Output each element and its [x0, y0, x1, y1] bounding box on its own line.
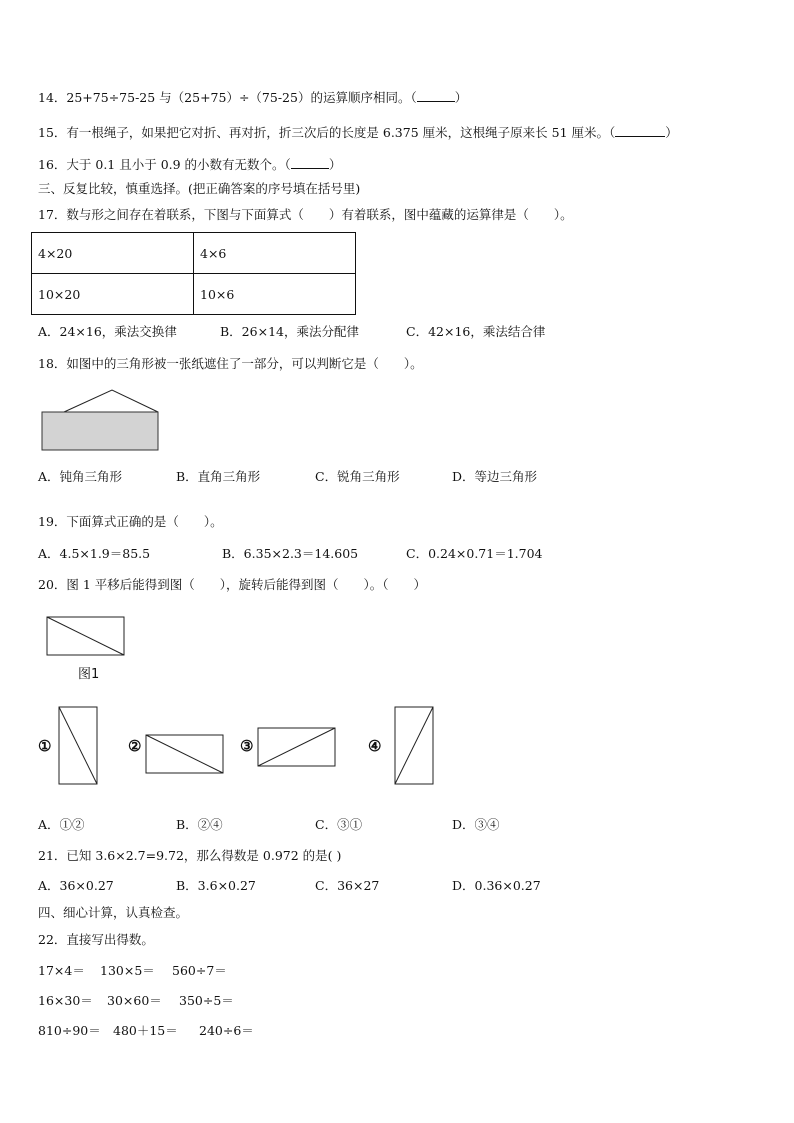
answer-blank[interactable] — [417, 89, 455, 102]
table-cell: 4×20 — [32, 233, 194, 274]
figure-label-2: ② — [128, 737, 142, 755]
question-14: 14．25+75÷75-25 与（25+75）÷（75-25）的运算顺序相同。（ ） — [38, 90, 468, 105]
answer-blank[interactable] — [615, 124, 665, 137]
question-17-text: 17．数与形之间存在着联系，下图与下面算式（ ）有着联系，图中蕴藏的运算律是（ ）。 — [38, 207, 573, 222]
table-cell: 4×6 — [194, 233, 356, 274]
calc-item: 480＋15＝ — [113, 1023, 178, 1038]
figure-label-1: ① — [38, 737, 52, 755]
q17-option-c[interactable]: C．42×16，乘法结合律 — [406, 324, 546, 339]
q19-option-a[interactable]: A．4.5×1.9＝85.5 — [38, 546, 151, 561]
q19-option-b[interactable]: B．6.35×2.3＝14.605 — [222, 546, 359, 561]
question-16-text: 16．大于 0.1 且小于 0.9 的小数有无数个。（ — [38, 157, 291, 172]
q20-option-b[interactable]: B．②④ — [176, 817, 223, 832]
figure-1-caption: 图1 — [78, 667, 100, 682]
section-3-heading: 三、反复比较，慎重选择。(把正确答案的序号填在括号里) — [38, 181, 361, 196]
figure-option-2 — [145, 734, 225, 776]
question-22-text: 22．直接写出得数。 — [38, 932, 154, 947]
q21-option-b[interactable]: B．3.6×0.27 — [176, 878, 256, 893]
calc-item: 30×60＝ — [107, 993, 162, 1008]
question-15-text: 15．有一根绳子，如果把它对折、再对折，折三次后的长度是 6.375 厘米，这根绳子原来长 51 厘米。（ — [38, 125, 616, 140]
question-16: 16．大于 0.1 且小于 0.9 的小数有无数个。（ ） — [38, 157, 342, 172]
calc-item: 810÷90＝ — [38, 1023, 101, 1038]
section-4-heading: 四、细心计算，认真检查。 — [38, 905, 189, 920]
q20-option-d[interactable]: D．③④ — [452, 817, 500, 832]
triangle-top — [64, 390, 158, 412]
figure-option-3 — [257, 727, 337, 769]
question-19-text: 19．下面算式正确的是（ ）。 — [38, 514, 223, 529]
calc-item: 560÷7＝ — [172, 963, 227, 978]
question-21-text: 21．已知 3.6×2.7=9.72，那么得数是 0.972 的是( ) — [38, 848, 342, 863]
question-14-text: 14．25+75÷75-25 与（25+75）÷（75-25）的运算顺序相同。（ — [38, 90, 417, 105]
calc-item: 130×5＝ — [100, 963, 155, 978]
q21-option-d[interactable]: D．0.36×0.27 — [452, 878, 541, 893]
q18-option-d[interactable]: D．等边三角形 — [452, 469, 538, 484]
q18-option-c[interactable]: C．锐角三角形 — [315, 469, 400, 484]
figure-option-1 — [58, 706, 100, 786]
q21-option-a[interactable]: A．36×0.27 — [38, 878, 114, 893]
calc-item: 17×4＝ — [38, 963, 85, 978]
hidden-triangle-figure — [40, 388, 162, 454]
table-cell: 10×20 — [32, 274, 194, 315]
q18-option-a[interactable]: A．钝角三角形 — [38, 469, 123, 484]
cover-paper — [42, 412, 158, 450]
question-15: 15．有一根绳子，如果把它对折、再对折，折三次后的长度是 6.375 厘米，这根绳子原来长 51 厘米。（ ） — [38, 125, 678, 140]
q18-option-b[interactable]: B．直角三角形 — [176, 469, 261, 484]
q21-option-c[interactable]: C．36×27 — [315, 878, 380, 893]
figure-1-rectangle — [46, 616, 126, 658]
area-model-table — [31, 232, 356, 315]
figure-option-4 — [394, 706, 436, 786]
question-20-text: 20．图 1 平移后能得到图（ ），旋转后能得到图（ ）。（ ） — [38, 577, 427, 592]
q17-option-b[interactable]: B．26×14，乘法分配律 — [220, 324, 359, 339]
q19-option-c[interactable]: C．0.24×0.71＝1.704 — [406, 546, 543, 561]
figure-label-4: ④ — [368, 737, 382, 755]
calc-item: 16×30＝ — [38, 993, 93, 1008]
calc-item: 350÷5＝ — [179, 993, 234, 1008]
calc-item: 240÷6＝ — [199, 1023, 254, 1038]
q20-option-c[interactable]: C．③① — [315, 817, 363, 832]
q20-option-a[interactable]: A．①② — [38, 817, 85, 832]
table-cell: 10×6 — [194, 274, 356, 315]
q17-option-a[interactable]: A．24×16，乘法交换律 — [38, 324, 177, 339]
answer-blank[interactable] — [291, 156, 329, 169]
figure-label-3: ③ — [240, 737, 254, 755]
question-18-text: 18．如图中的三角形被一张纸遮住了一部分，可以判断它是（ ）。 — [38, 356, 423, 371]
